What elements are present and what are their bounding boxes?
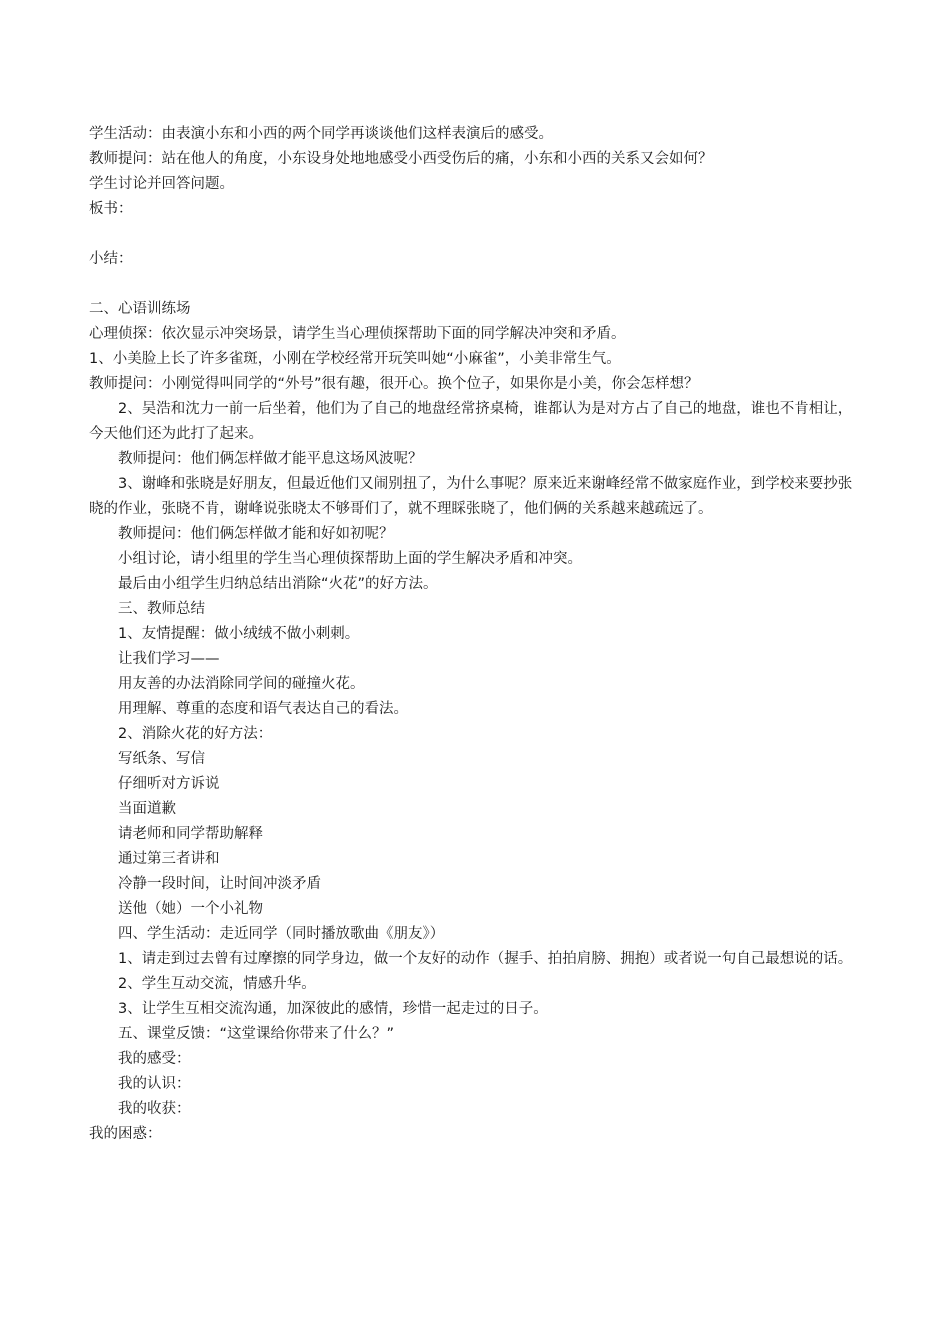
paragraph: 教师提问：小刚觉得叫同学的“外号”很有趣，很开心。换个位子，如果你是小美，你会怎样想？	[89, 376, 699, 392]
paragraph: 2、学生互动交流，情感升华。	[118, 976, 316, 992]
blank-line	[89, 222, 864, 247]
paragraph: 1、小美脸上长了许多雀斑，小刚在学校经常开玩笑叫她“小麻雀”，小美非常生气。	[89, 351, 621, 367]
list-item: 写纸条、写信	[118, 751, 205, 767]
section-heading: 四、学生活动：走近同学（同时播放歌曲《朋友》）	[118, 926, 445, 942]
paragraph: 我的困惑：	[89, 1126, 162, 1142]
list-item: 通过第三者讲和	[118, 851, 220, 867]
paragraph: 教师提问：站在他人的角度，小东设身处地地感受小西受伤后的痛，小东和小西的关系又会如何？	[89, 151, 713, 167]
paragraph: 用理解、尊重的态度和语气表达自己的看法。	[118, 701, 408, 717]
paragraph: 用友善的办法消除同学间的碰撞火花。	[118, 676, 365, 692]
paragraph: 2、消除火花的好方法：	[118, 726, 273, 742]
paragraph: 1、请走到过去曾有过摩擦的同学身边，做一个友好的动作（握手、拍拍肩膀、拥抱）或者说一句自己最想说的话。	[118, 951, 853, 967]
paragraph: 2、吴浩和沈力一前一后坐着，他们为了自己的地盘经常挤桌椅，谁都认为是对方占了自己的地盘，谁也不肯相让，今天他们还为此打了起来。	[89, 401, 853, 442]
paragraph: 心理侦探：依次显示冲突场景，请学生当心理侦探帮助下面的同学解决冲突和矛盾。	[89, 326, 626, 342]
list-item: 冷静一段时间，让时间冲淡矛盾	[118, 876, 321, 892]
paragraph: 小结：	[89, 251, 133, 267]
blank-line	[89, 272, 864, 297]
section-heading: 二、心语训练场	[89, 301, 191, 317]
list-item: 当面道歉	[118, 801, 176, 817]
paragraph: 我的收获：	[118, 1101, 191, 1117]
paragraph: 小组讨论，请小组里的学生当心理侦探帮助上面的学生解决矛盾和冲突。	[118, 551, 582, 567]
paragraph: 学生活动：由表演小东和小西的两个同学再谈谈他们这样表演后的感受。	[89, 126, 553, 142]
paragraph: 让我们学习——	[118, 651, 220, 667]
paragraph: 1、友情提醒：做小绒绒不做小刺刺。	[118, 626, 360, 642]
paragraph: 学生讨论并回答问题。	[89, 176, 234, 192]
paragraph: 板书：	[89, 201, 133, 217]
paragraph: 我的认识：	[118, 1076, 191, 1092]
paragraph: 我的感受：	[118, 1051, 191, 1067]
list-item: 请老师和同学帮助解释	[118, 826, 263, 842]
section-heading: 三、教师总结	[118, 601, 205, 617]
section-heading: 五、课堂反馈：“这堂课给你带来了什么？”	[118, 1026, 395, 1042]
paragraph: 3、谢峰和张晓是好朋友，但最近他们又闹别扭了，为什么事呢？原来近来谢峰经常不做家庭作业，到学校来要抄张晓的作业，张晓不肯，谢峰说张晓太不够哥们了，就不理睬张晓了，他们俩的关系越来越疏远了。	[89, 476, 853, 517]
document-body	[89, 122, 864, 1147]
paragraph: 教师提问：他们俩怎样做才能平息这场风波呢？	[118, 451, 423, 467]
paragraph: 最后由小组学生归纳总结出消除“火花”的好方法。	[118, 576, 438, 592]
list-item: 送他（她）一个小礼物	[118, 901, 263, 917]
paragraph: 3、让学生互相交流沟通，加深彼此的感情，珍惜一起走过的日子。	[118, 1001, 548, 1017]
paragraph: 教师提问：他们俩怎样做才能和好如初呢？	[118, 526, 394, 542]
list-item: 仔细听对方诉说	[118, 776, 220, 792]
